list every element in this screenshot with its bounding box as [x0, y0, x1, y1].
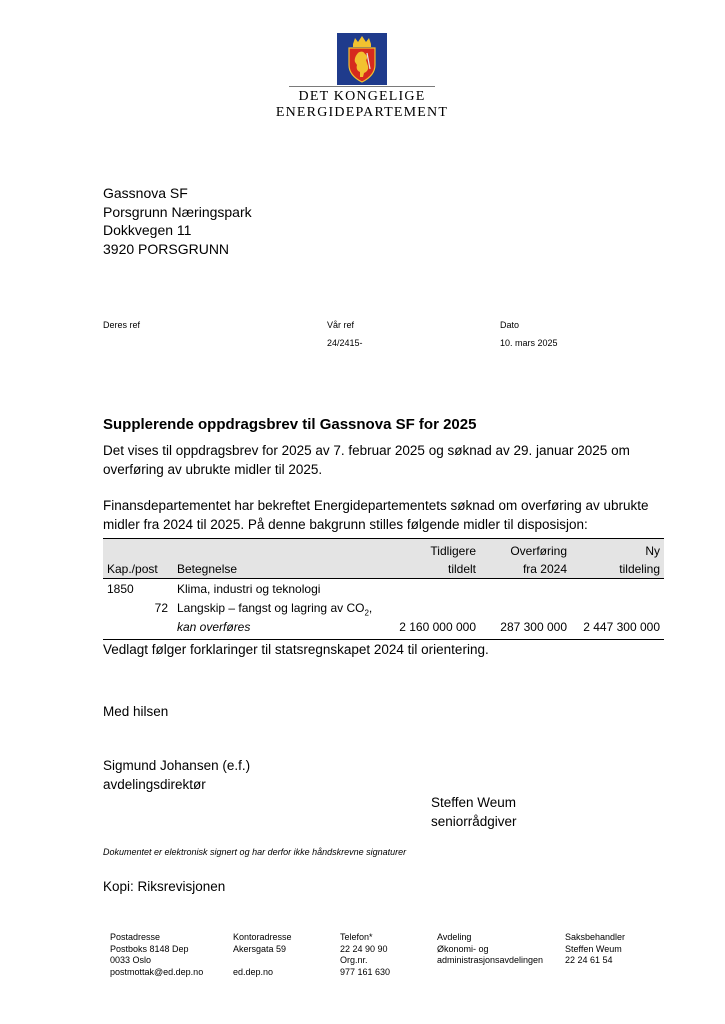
ministry-name-line1: DET KONGELIGE — [298, 89, 426, 104]
copy-line: Kopi: Riksrevisjonen — [103, 879, 226, 894]
cell-betegnelse-note: kan overføres — [177, 620, 251, 634]
header-tidligere: Tidligere — [430, 544, 476, 558]
footer-text: 0033 Oslo — [110, 955, 152, 965]
footer-email: postmottak@ed.dep.no — [110, 966, 204, 977]
footer-case-handler — [565, 932, 625, 967]
betegnelse-comma: , — [368, 601, 373, 615]
header-rule — [289, 86, 435, 87]
signer-1-name: Sigmund Johansen (e.f.) — [103, 758, 251, 773]
deres-ref-label: Deres ref — [103, 320, 141, 330]
cell-ny-tildeling: 2 447 300 000 — [583, 620, 660, 634]
footer-text: Org.nr. — [340, 955, 368, 965]
address-line: Gassnova SF — [103, 185, 188, 201]
cell-tidligere-tildelt: 2 160 000 000 — [399, 620, 476, 634]
date-label: Dato — [500, 320, 520, 330]
footer-text: Kontoradresse — [233, 932, 292, 942]
signature-note: Dokumentet er elektronisk signert og har derfor ikke håndskrevne signaturer — [103, 847, 407, 857]
letter-title: Supplerende oppdragsbrev til Gassnova SF for 2025 — [103, 416, 477, 433]
betegnelse-text: Langskip – fangst og lagring av CO — [177, 601, 365, 615]
footer-web: ed.dep.no — [233, 966, 274, 977]
cell-kap: 1850 — [107, 582, 134, 596]
footer-text: 22 24 61 54 — [565, 955, 613, 965]
address-line: Dokkvegen 11 — [103, 222, 192, 238]
paragraph-approval: Finansdepartementet har bekreftet Energidepartementets søknad om overføring av ubrukte midler fra 2024 til 2025. På denne bakgrunn stilles følgende midler til disposisjon: — [103, 498, 649, 532]
cell-post: 72 — [154, 601, 168, 615]
footer-phone — [340, 932, 390, 978]
table-header — [103, 538, 664, 579]
footer-department — [437, 932, 543, 967]
date-value: 10. mars 2025 — [500, 338, 558, 348]
footer-text — [233, 955, 292, 967]
signer-1-title: avdelingsdirektør — [103, 777, 206, 792]
footer-text: Økonomi- og — [437, 943, 489, 954]
header-ny: Ny — [645, 544, 660, 558]
var-ref-value: 24/2415- — [327, 338, 363, 348]
footer-text: Steffen Weum — [565, 943, 622, 954]
footer-text: 977 161 630 — [340, 966, 391, 977]
paragraph-intro: Det vises til oppdragsbrev for 2025 av 7. februar 2025 og søknad av 29. januar 2025 om overføring av ubrukte midler til 2025. — [103, 443, 630, 477]
var-ref-label: Vår ref — [327, 320, 355, 330]
table-row — [103, 620, 664, 640]
footer-text: Avdeling — [437, 932, 472, 942]
address-line: Porsgrunn Næringspark — [103, 203, 252, 220]
subscript-2: 2 — [364, 608, 369, 618]
table-row — [103, 601, 664, 620]
table-row — [103, 582, 664, 601]
header-betegnelse: Betegnelse — [177, 562, 238, 576]
allocation-table — [103, 538, 664, 640]
header-tildelt: tildelt — [447, 562, 476, 576]
header-overforing: Overføring — [510, 544, 567, 558]
footer-text: Saksbehandler — [565, 932, 626, 942]
cell-overforing: 287 300 000 — [500, 620, 567, 634]
header-fra-2024: fra 2024 — [522, 562, 567, 576]
greeting: Med hilsen — [103, 704, 169, 719]
footer-text: Postadresse — [110, 932, 161, 942]
footer-text: Telefon* — [340, 932, 373, 942]
cell-betegnelse: Klima, industri og teknologi — [177, 582, 321, 596]
header-tildeling: tildeling — [619, 562, 660, 576]
recipient-address — [103, 184, 252, 258]
footer-office — [233, 932, 292, 978]
footer-text: 22 24 90 90 — [340, 943, 388, 954]
address-line: 3920 PORSGRUNN — [103, 240, 230, 257]
footer-text: Postboks 8148 Dep — [110, 943, 189, 954]
cell-betegnelse — [177, 601, 372, 617]
paragraph-attachment: Vedlagt følger forklaringer til statsregnskapet 2024 til orientering. — [103, 642, 489, 657]
footer-text: administrasjonsavdelingen — [437, 955, 544, 965]
signer-2-name: Steffen Weum — [431, 795, 517, 810]
footer-postal — [110, 932, 203, 978]
ministry-name-line2: ENERGIDEPARTEMENT — [275, 105, 449, 120]
signer-2-title: seniorrådgiver — [431, 814, 517, 829]
footer-text: Akersgata 59 — [233, 943, 287, 954]
header-kap-post: Kap./post — [107, 562, 158, 576]
coat-of-arms-icon — [337, 33, 387, 85]
